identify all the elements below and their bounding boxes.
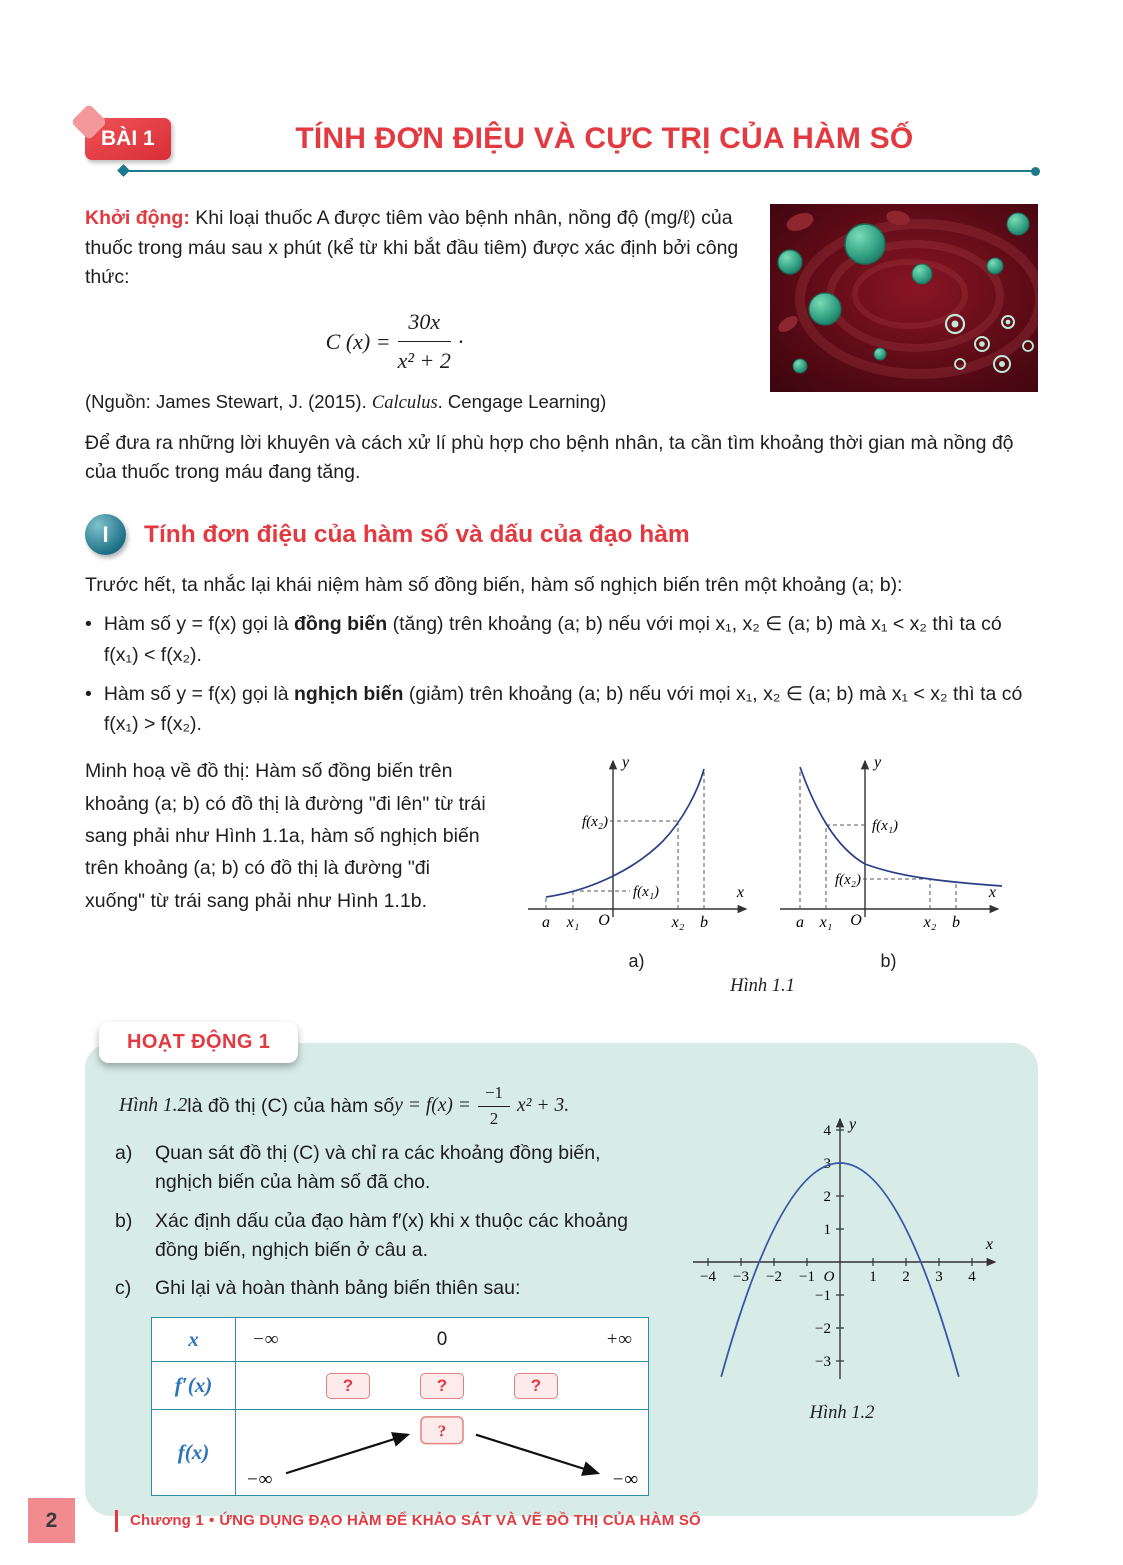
svg-text:y: y (621, 754, 629, 772)
svg-text:3: 3 (823, 1156, 831, 1173)
table-header-x: x (152, 1318, 236, 1362)
formula-numerator: 30x (398, 305, 451, 342)
svg-text:x: x (736, 884, 744, 902)
source-italic: Calculus (371, 392, 438, 413)
source-line (85, 388, 744, 417)
svg-text:y: y (848, 1116, 856, 1134)
svg-text:−∞: −∞ (611, 1469, 638, 1491)
divider-dot-icon (1031, 167, 1040, 176)
formula-lhs: C (x) = (325, 328, 391, 354)
item-b-marker: b) (115, 1209, 133, 1232)
figure-1-1a-label: a) (628, 951, 645, 972)
svg-text:x₁: x₁ (819, 914, 832, 932)
intro-tail: x² + 3. (517, 1095, 570, 1117)
illustration-row (85, 749, 1038, 997)
item-c-marker: c) (115, 1277, 132, 1300)
title-divider (123, 170, 1038, 172)
lesson-header (85, 118, 1038, 160)
formula-dot: · (457, 328, 464, 354)
page-title: TÍNH ĐƠN ĐIỆU VÀ CỰC TRỊ CỦA HÀM SỐ (295, 122, 914, 155)
illustration-note: Minh hoạ về đồ thị: Hàm số đồng biến trên khoảng (a; b) có đồ thị là đường "đi lên" từ trái sang phải như Hình 1.1a, hàm số nghịch biến trên khoảng (a; b) có đồ thị là đường "đi xuống" từ trái sang phải như Hình 1.1b. (85, 760, 486, 912)
question-chip: ? (420, 1373, 464, 1399)
blood-cells-image (770, 204, 1038, 392)
svg-text:?: ? (437, 1422, 447, 1442)
opening-paragraph: Để đưa ra những lời khuyên và cách xử lí phù hợp cho bệnh nhân, ta cần tìm khoảng thời gian mà nồng độ của thuốc trong máu đang tăng. (85, 431, 1014, 484)
svg-text:1: 1 (823, 1222, 831, 1239)
section-1-lead: Trước hết, ta nhắc lại khái niệm hàm số đồng biến, hàm số nghịch biến trên một khoảng (a; b): (85, 574, 903, 597)
activity-item-c (115, 1274, 656, 1303)
parabola-graph (675, 1077, 1010, 1399)
intro-mid: là đồ thị (C) của hàm số (187, 1094, 395, 1117)
page-number: 2 (28, 1498, 75, 1543)
figure-1-1-caption: Hình 1.1 (730, 976, 795, 997)
intro-lhs: y = f(x) = (394, 1095, 471, 1117)
table-row-fprime-values (236, 1362, 649, 1410)
figure-1-1b (770, 749, 1008, 972)
svg-text:x₂: x₂ (923, 914, 936, 932)
divider-diamond-icon (117, 164, 130, 177)
lesson-badge: BÀI 1 (85, 118, 171, 160)
svg-text:x: x (988, 884, 996, 902)
decreasing-function-graph (770, 749, 1008, 949)
table-row-x-values (236, 1318, 649, 1362)
table-header-fprime: f′(x) (152, 1362, 236, 1410)
increasing-function-graph (518, 749, 756, 949)
svg-text:x₂: x₂ (671, 914, 684, 932)
svg-text:−1: −1 (798, 1269, 815, 1286)
x-plus-infinity: +∞ (605, 1328, 632, 1350)
svg-text:−2: −2 (765, 1269, 782, 1286)
intro-frac-den: 2 (489, 1109, 499, 1129)
svg-text:y: y (873, 754, 881, 772)
bullet-increasing (85, 609, 1038, 669)
svg-text:1: 1 (868, 1269, 877, 1286)
formula-denominator: x² + 2 (397, 348, 451, 374)
figure-1-2 (668, 1077, 1016, 1496)
svg-text:a: a (541, 914, 550, 932)
table-row-f-values (236, 1410, 649, 1496)
concentration-formula (85, 305, 704, 378)
svg-text:2: 2 (823, 1189, 831, 1206)
svg-text:a: a (795, 914, 804, 932)
svg-text:−3: −3 (732, 1269, 749, 1286)
activity-1-content (115, 1077, 668, 1496)
activity-1-intro (119, 1083, 656, 1129)
question-chip: ? (514, 1373, 558, 1399)
opening-section (85, 204, 1038, 417)
activity-item-b (115, 1207, 656, 1266)
svg-text:O: O (597, 912, 610, 930)
chapter-name: ỨNG DỤNG ĐẠO HÀM ĐỂ KHẢO SÁT VÀ VẼ ĐỒ THỊ CỦA HÀM SỐ (219, 1512, 701, 1529)
svg-text:f(x₁): f(x₁) (871, 818, 898, 835)
svg-text:4: 4 (967, 1269, 976, 1286)
item-a-marker: a) (115, 1142, 133, 1165)
figure-1-2-caption: Hình 1.2 (809, 1403, 875, 1424)
variation-table (151, 1317, 649, 1496)
svg-text:−∞: −∞ (246, 1469, 273, 1491)
figure-ref: Hình 1.2 (119, 1095, 188, 1117)
svg-text:3: 3 (934, 1269, 943, 1286)
svg-text:x₁: x₁ (566, 914, 579, 932)
figure-1-1a (518, 749, 756, 972)
svg-text:−1: −1 (814, 1288, 831, 1305)
bullet-decreasing (85, 679, 1038, 739)
opening-text (85, 204, 770, 417)
activity-1-badge: HOẠT ĐỘNG 1 (99, 1022, 298, 1063)
footer-divider (115, 1510, 118, 1532)
source-pre: (Nguồn: James Stewart, J. (2015). (85, 390, 372, 412)
section-1-heading (85, 514, 1038, 555)
x-minus-infinity: −∞ (252, 1328, 279, 1350)
bullet-increasing-text: Hàm số y = f(x) gọi là đồng biến (tăng) trên khoảng (a; b) nếu với mọi x₁, x₂ ∈ (a; b) mà x₁ < x₂ thì ta có f(x₁) < f(x₂). (103, 613, 1002, 666)
svg-text:f(x₂): f(x₂) (581, 814, 608, 831)
chapter-title (130, 1512, 706, 1529)
opening-intro: Khi loại thuốc A được tiêm vào bệnh nhân, nồng độ (mg/ℓ) của thuốc trong máu sau x phút (kể từ khi bắt đầu tiêm) được xác định bởi công thức: (85, 207, 739, 289)
item-a-text: Quan sát đồ thị (C) và chỉ ra các khoảng đồng biến, nghịch biến của hàm số đã cho. (155, 1142, 601, 1194)
intro-frac-num: −1 (478, 1083, 510, 1107)
formula-fraction (398, 305, 451, 378)
item-b-text: Xác định dấu của đạo hàm f′(x) khi x thuộc các khoảng đồng biến, nghịch biến ở câu a. (155, 1209, 629, 1261)
svg-text:x: x (985, 1236, 993, 1254)
svg-text:O: O (849, 912, 862, 930)
chapter-label: Chương 1 (130, 1512, 204, 1529)
svg-text:2: 2 (901, 1269, 910, 1286)
svg-text:−3: −3 (814, 1354, 831, 1371)
svg-text:b: b (699, 914, 708, 932)
svg-text:b: b (951, 914, 960, 932)
figure-1-1b-label: b) (880, 951, 897, 972)
activity-item-a (115, 1139, 656, 1198)
svg-text:f(x₂): f(x₂) (834, 872, 861, 889)
question-chip: ? (326, 1373, 370, 1399)
svg-text:4: 4 (823, 1123, 831, 1140)
bullet-icon: • (85, 613, 92, 636)
svg-text:f(x₁): f(x₁) (632, 884, 659, 901)
section-1-badge: I (85, 514, 126, 555)
section-1-title: Tính đơn điệu của hàm số và dấu của đạo hàm (144, 520, 690, 548)
bullet-decreasing-text: Hàm số y = f(x) gọi là nghịch biến (giảm) trên khoảng (a; b) nếu với mọi x₁, x₂ ∈ (a; b) mà x₁ < x₂ thì ta có f(x₁) > f(x₂). (103, 682, 1023, 736)
page-footer (28, 1498, 706, 1543)
intro-fraction (478, 1083, 510, 1129)
svg-text:−2: −2 (814, 1321, 831, 1338)
opening-label: Khởi động: (85, 207, 190, 229)
table-header-f: f(x) (152, 1410, 236, 1496)
bullet-icon: • (85, 682, 92, 705)
item-c-text: Ghi lại và hoàn thành bảng biến thiên sau: (155, 1277, 521, 1300)
svg-text:−4: −4 (699, 1269, 716, 1286)
variation-arrows-graphic (236, 1410, 648, 1495)
chapter-bullet: • (208, 1512, 215, 1529)
svg-text:O: O (823, 1269, 834, 1286)
x-zero: 0 (436, 1328, 448, 1350)
source-post: . Cengage Learning) (437, 390, 607, 412)
activity-1-box (85, 1031, 1038, 1516)
figure-1-1 (487, 749, 1038, 997)
